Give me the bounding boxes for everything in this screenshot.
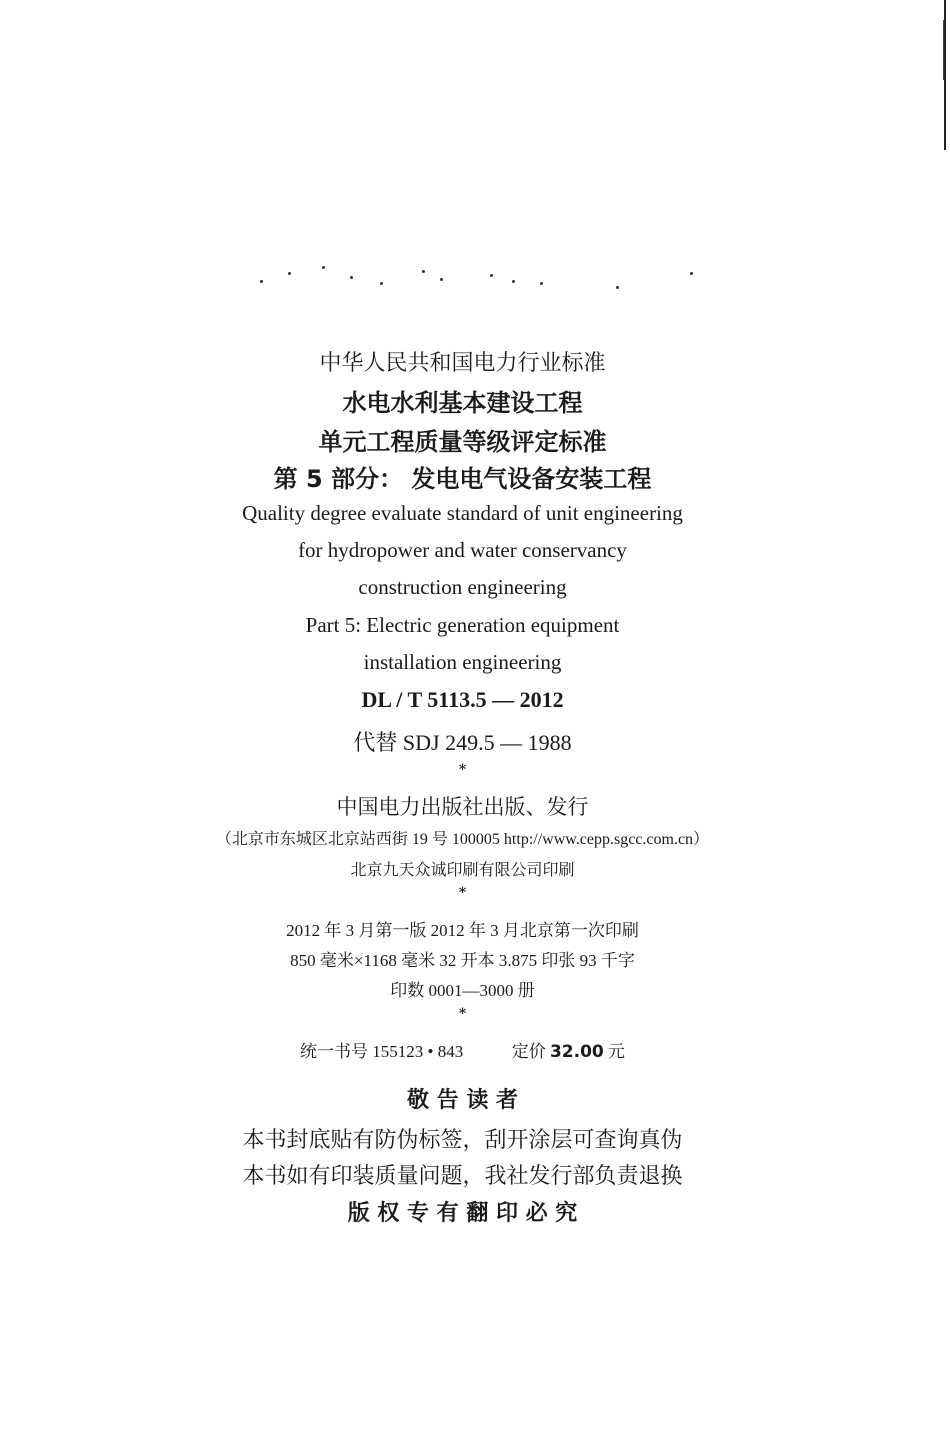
separator-star-3: * [458,1006,467,1022]
format-info: 850 毫米×1168 毫米 32 开本 3.875 印张 93 千字 [290,951,635,970]
scan-edge-mark [944,0,946,150]
standard-category: 中华人民共和国电力行业标准 [319,351,606,376]
title-line-1: 水电水利基本建设工程 [342,389,583,417]
price-unit: 元 [607,1042,625,1061]
pricing-line [0,1037,925,1062]
english-title-line-2: for hydropower and water conservancy [298,538,627,562]
english-title-line-3: construction engineering [358,575,567,599]
print-run: 印数 0001—3000 册 [390,981,535,1000]
english-title-line-4: Part 5: Electric generation equipment [305,613,620,637]
separator-star-2: * [458,885,467,901]
english-title-line-1: Quality degree evaluate standard of unit engineering [242,501,683,525]
publisher-name: 中国电力出版社出版、发行 [336,795,589,819]
printer-name: 北京九天众诚印刷有限公司印刷 [350,860,575,879]
standard-number: DL / T 5113.5 — 2012 [361,687,564,712]
edition-info: 2012 年 3 月第一版 2012 年 3 月北京第一次印刷 [286,921,639,940]
scan-noise [250,262,710,292]
scan-edge-mark-secondary [943,20,944,80]
title-line-3: 第 5 部分： 发电电气设备安装工程 [273,465,652,493]
notice-heading: 敬 告 读 者 [407,1088,518,1113]
replaces-standard: 代替 SDJ 249.5 — 1988 [353,730,572,755]
notice-line-1: 本书封底贴有防伪标签，刮开涂层可查询真伪 [242,1128,683,1153]
price-value: 32.00 [549,1042,604,1062]
copyright-notice: 版 权 专 有 翻 印 必 究 [347,1201,578,1226]
publisher-address: （北京市东城区北京站西街 19 号 100005 http://www.cepp.sgcc.com.cn） [215,831,710,848]
separator-star-1: * [458,762,467,778]
book-number: 统一书号 155123 • 843 [300,1042,464,1061]
price-label: 定价 [511,1042,546,1061]
title-line-2: 单元工程质量等级评定标准 [318,428,607,456]
english-title-line-5: installation engineering [363,650,562,674]
notice-line-2: 本书如有印装质量问题，我社发行部负责退换 [242,1164,683,1189]
